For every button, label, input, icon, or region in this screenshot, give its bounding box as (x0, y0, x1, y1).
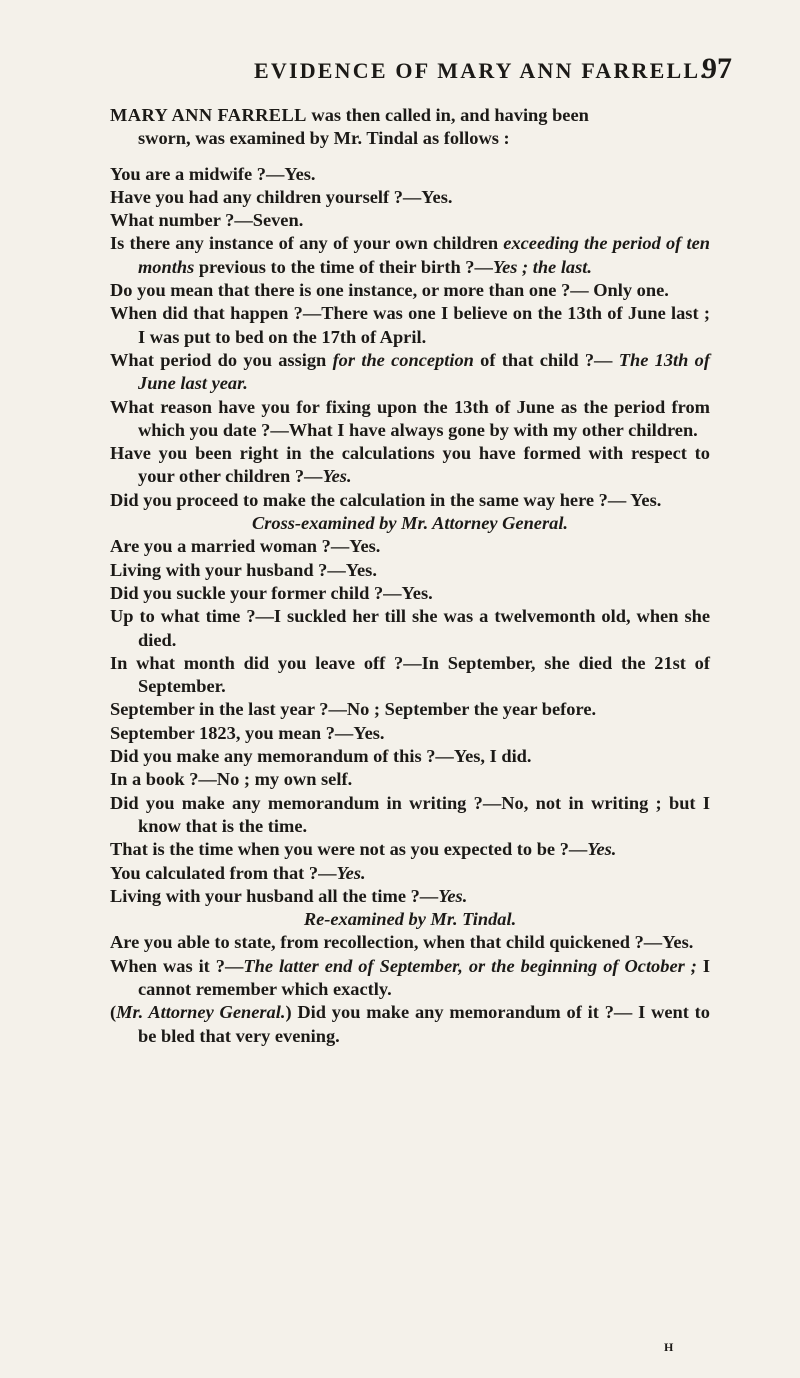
opening-text-2: sworn, was examined by Mr. Tindal as follows : (138, 128, 510, 149)
qa-paragraph (110, 396, 710, 443)
qa-text: Did you make any memorandum of this ?—Yes, I did. (110, 746, 532, 767)
cross-examination-section (110, 535, 710, 908)
qa-text: What number ?—Seven. (110, 210, 304, 231)
qa-text: Did you suckle your former child ?—Yes. (110, 582, 433, 603)
opening-text-1: was then called in, and having been (306, 105, 589, 125)
qa-paragraph (110, 838, 710, 861)
qa-italic-text: Yes. (322, 466, 352, 487)
running-head: EVIDENCE OF MARY ANN FARRELL. (254, 58, 708, 83)
qa-text: Have you had any children yourself ?—Yes. (110, 186, 453, 207)
qa-text: September 1823, you mean ?—Yes. (110, 722, 385, 743)
qa-italic-text: exceeding the period of ten months (138, 233, 710, 277)
qa-text: ( (110, 1002, 117, 1023)
witness-name: MARY ANN FARRELL (110, 105, 307, 125)
qa-italic-text: Yes. (438, 885, 468, 906)
qa-text: Have you been right in the calculations you have formed with respect to your other children ?— (110, 443, 710, 487)
qa-text: of that child ?— (473, 349, 619, 370)
qa-paragraph (110, 722, 710, 745)
qa-italic-text: The 13th of June last year. (138, 349, 711, 394)
page-header (0, 52, 800, 88)
qa-paragraph (110, 279, 710, 302)
qa-italic-text: The latter end of September, or the beginning of October ; (243, 955, 697, 976)
qa-italic-text: Yes ; the last. (492, 256, 592, 277)
qa-text: You are a midwife ?—Yes. (110, 163, 316, 184)
cross-exam-heading: Cross-examined by Mr. Attorney General. (251, 513, 569, 534)
qa-text: Are you a married woman ?—Yes. (110, 536, 381, 557)
qa-text: Did you proceed to make the calculation in the same way here ?— Yes. (110, 489, 662, 510)
qa-paragraph (110, 652, 710, 699)
qa-paragraph (110, 489, 710, 512)
qa-paragraph (110, 605, 710, 652)
qa-italic-text: Mr. Attorney General. (116, 1002, 286, 1023)
qa-paragraph (110, 559, 710, 582)
signature-mark: H (664, 1340, 674, 1354)
qa-text: Did you make any memorandum in writing ?—No, not in writing ; but I know that is the time. (110, 792, 710, 836)
qa-paragraph (110, 862, 710, 885)
qa-text: Living with your husband ?—Yes. (110, 559, 377, 580)
qa-text: What period do you assign (110, 349, 333, 370)
qa-paragraph (110, 442, 710, 489)
qa-italic-text: Yes. (336, 862, 366, 883)
qa-text: When was it ?— (110, 955, 244, 976)
qa-paragraph (110, 302, 710, 349)
qa-text: That is the time when you were not as you expected to be ?— (110, 839, 588, 860)
qa-paragraph (110, 163, 710, 186)
qa-paragraph (110, 349, 710, 396)
testimony-text (110, 104, 710, 1048)
qa-text: When did that happen ?—There was one I believe on the 13th of June last ; I was put to bed on the 17th of April. (110, 303, 710, 347)
qa-text: Is there any instance of any of your own children (110, 233, 504, 254)
examination-section (110, 163, 710, 512)
re-examination-section (110, 931, 710, 1047)
qa-text: Do you mean that there is one instance, or more than one ?— Only one. (110, 280, 669, 301)
qa-text: Are you able to state, from recollection, when that child quickened ?—Yes. (110, 932, 694, 953)
opening-paragraph (110, 104, 710, 127)
page-number: 97 (702, 52, 732, 85)
qa-text: You calculated from that ?— (110, 862, 337, 883)
qa-paragraph (110, 186, 710, 209)
qa-paragraph (110, 885, 710, 908)
qa-paragraph (110, 535, 710, 558)
qa-italic-text: for the conception (332, 349, 474, 370)
qa-text: ) Did you make any memorandum of it ?— I went to be bled that very evening. (138, 1002, 710, 1046)
qa-text: September in the last year ?—No ; September the year before. (110, 699, 597, 720)
qa-paragraph (110, 209, 710, 232)
qa-paragraph (110, 768, 710, 791)
qa-text: I cannot remember which exactly. (138, 955, 710, 999)
qa-paragraph (110, 792, 710, 839)
qa-paragraph (110, 955, 710, 1002)
qa-paragraph (110, 745, 710, 768)
qa-text: What reason have you for fixing upon the 13th of June as the period from which you date ?—What I have always gone by with my other children. (110, 396, 710, 440)
qa-text: Up to what time ?—I suckled her till she was a twelvemonth old, when she died. (110, 606, 710, 650)
qa-paragraph (110, 931, 710, 954)
qa-italic-text: Yes. (587, 839, 617, 860)
qa-paragraph (110, 232, 710, 279)
qa-text: In a book ?—No ; my own self. (110, 769, 353, 790)
re-exam-heading: Re-examined by Mr. Tindal. (303, 909, 517, 930)
qa-paragraph (110, 698, 710, 721)
qa-text: In what month did you leave off ?—In September, she died the 21st of September. (110, 652, 710, 697)
qa-paragraph (110, 582, 710, 605)
qa-text: previous to the time of their birth ?— (194, 256, 493, 277)
qa-paragraph (110, 1001, 710, 1048)
qa-text: Living with your husband all the time ?— (110, 885, 439, 906)
